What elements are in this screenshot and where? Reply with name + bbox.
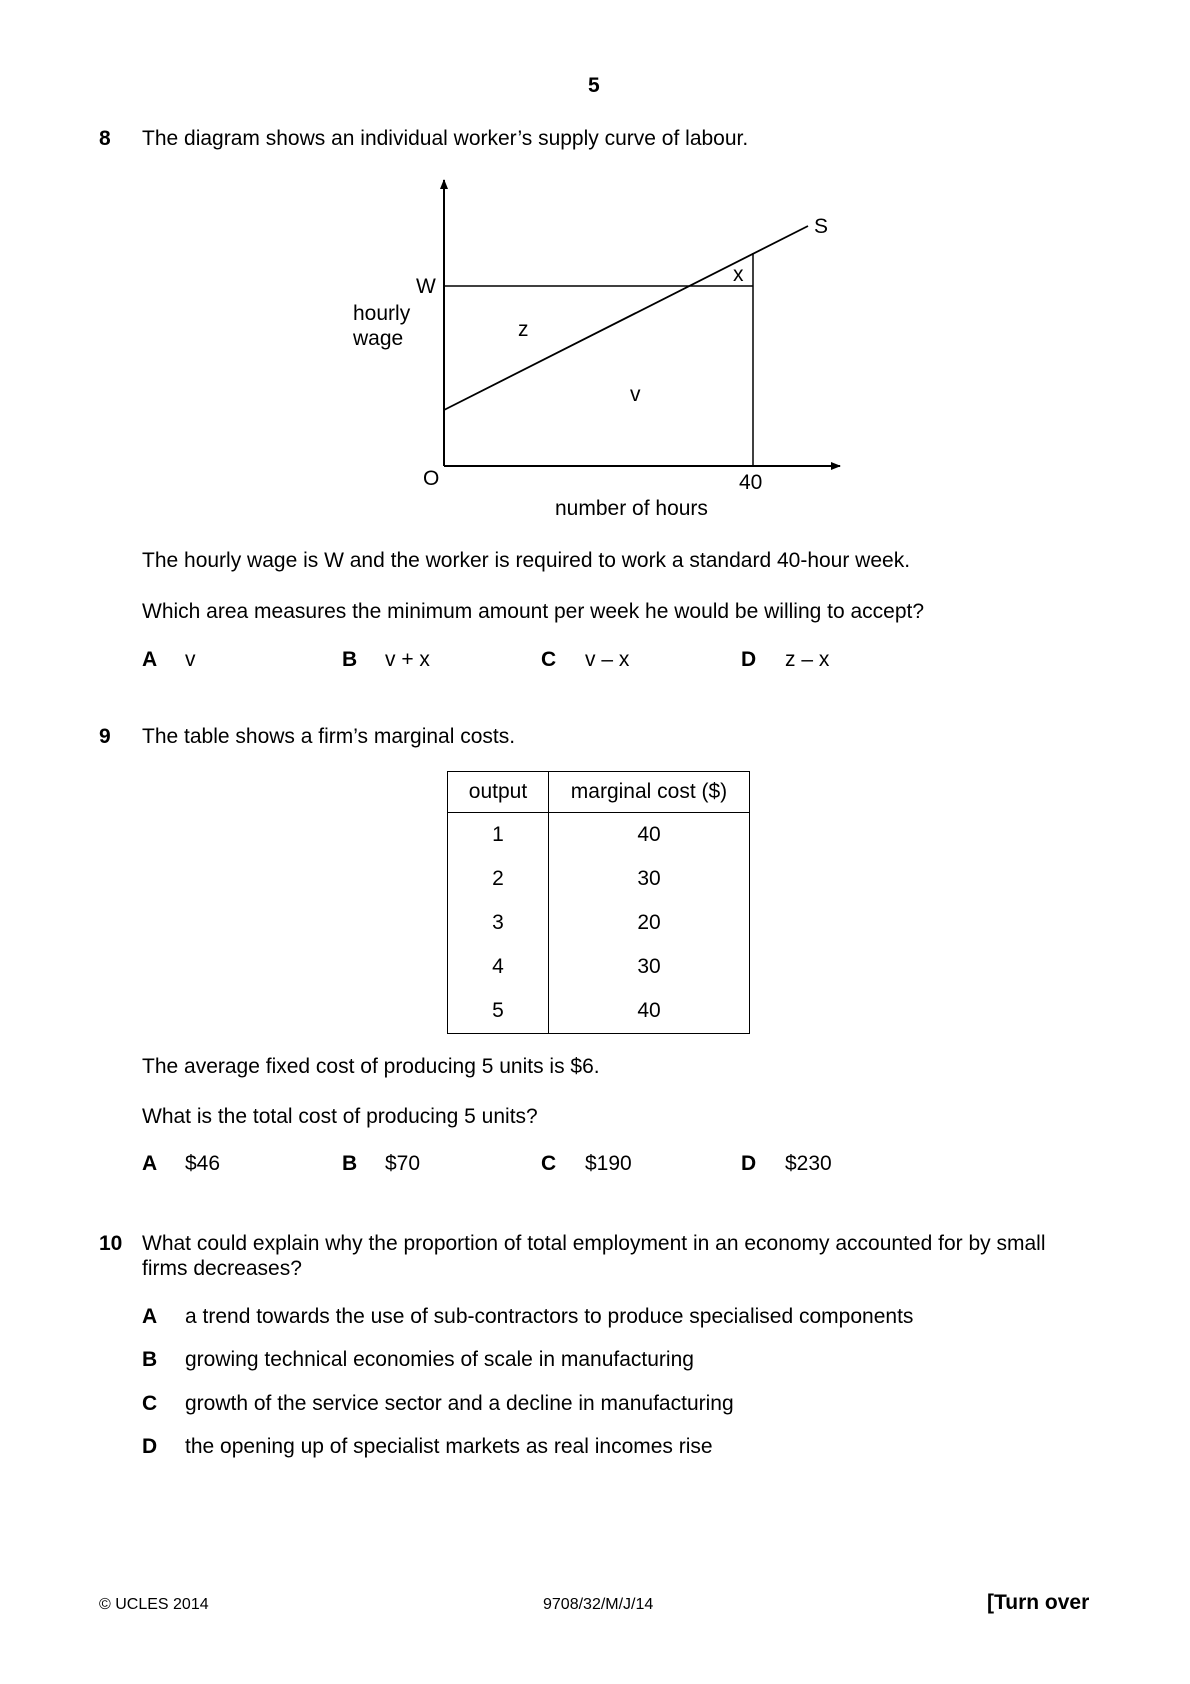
q9-option-a-text[interactable]: $46 [185,1152,221,1175]
table-header-output: output [448,772,549,813]
q9-option-b-letter[interactable]: B [342,1152,358,1175]
q10-option-d-text[interactable]: the opening up of specialist markets as real incomes rise [185,1435,713,1458]
table-row [448,945,750,989]
q8-option-b-text[interactable]: v + x [385,648,430,671]
q8-option-c-text[interactable]: v – x [585,648,630,671]
q10-option-b-letter[interactable]: B [142,1348,158,1371]
footer-copyright: © UCLES 2014 [99,1596,209,1613]
q8-option-d-letter[interactable]: D [741,648,757,671]
q10-option-a-text[interactable]: a trend towards the use of sub-contractors to produce specialised components [185,1305,914,1328]
table-header-marginal-cost: marginal cost ($) [549,772,750,813]
table-cell-cost: 30 [549,857,750,901]
y-axis-label-line2: wage [353,327,404,350]
q8-option-b-letter[interactable]: B [342,648,358,671]
q9-option-d-letter[interactable]: D [741,1152,757,1175]
area-z-label: z [518,318,529,341]
question-9-text-1: The average fixed cost of producing 5 units is $6. [142,1055,600,1078]
table-cell-output: 1 [448,813,549,858]
question-8-stem: The diagram shows an individual worker’s supply curve of labour. [142,127,749,150]
origin-label: O [423,467,440,490]
table-row [448,989,750,1034]
q8-option-c-letter[interactable]: C [541,648,557,671]
q10-option-c-text[interactable]: growth of the service sector and a decline in manufacturing [185,1392,734,1415]
question-8-text-2: Which area measures the minimum amount per week he would be willing to accept? [142,600,925,623]
question-number-8: 8 [99,127,111,150]
q8-option-d-text[interactable]: z – x [785,648,830,671]
table-row [448,857,750,901]
question-9-stem: The table shows a firm’s marginal costs. [142,725,516,748]
curve-label-s: S [814,215,829,238]
page-number: 5 [588,74,600,97]
table-row [448,813,750,858]
footer-turn-over: [Turn over [987,1591,1090,1614]
area-v-label: v [630,383,641,406]
q9-option-a-letter[interactable]: A [142,1152,158,1175]
question-9-text-2: What is the total cost of producing 5 units? [142,1105,538,1128]
question-number-9: 9 [99,725,111,748]
table-cell-cost: 30 [549,945,750,989]
table-cell-cost: 20 [549,901,750,945]
q10-option-b-text[interactable]: growing technical economies of scale in manufacturing [185,1348,694,1371]
q10-option-d-letter[interactable]: D [142,1435,158,1458]
labour-supply-diagram [340,170,860,530]
q8-option-a-letter[interactable]: A [142,648,158,671]
area-x-label: x [733,263,744,286]
y-axis-label-line1: hourly [353,302,411,325]
table-cell-output: 4 [448,945,549,989]
hours-40-label: 40 [739,471,763,494]
q8-option-a-text[interactable]: v [185,648,196,671]
table-row [448,901,750,945]
q9-option-b-text[interactable]: $70 [385,1152,421,1175]
question-10-stem-line2: firms decreases? [142,1257,302,1280]
table-cell-cost: 40 [549,989,750,1034]
footer-paper-code: 9708/32/M/J/14 [543,1596,654,1613]
q9-option-c-letter[interactable]: C [541,1152,557,1175]
table-cell-output: 2 [448,857,549,901]
q9-option-d-text[interactable]: $230 [785,1152,832,1175]
x-axis-label: number of hours [555,497,708,520]
marginal-cost-table [447,771,750,1034]
question-10-stem-line1: What could explain why the proportion of total employment in an economy accounted for by small [142,1232,1046,1255]
question-number-10: 10 [99,1232,123,1255]
q10-option-a-letter[interactable]: A [142,1305,158,1328]
q10-option-c-letter[interactable]: C [142,1392,158,1415]
table-cell-output: 3 [448,901,549,945]
q9-option-c-text[interactable]: $190 [585,1152,632,1175]
question-8-text-1: The hourly wage is W and the worker is required to work a standard 40-hour week. [142,549,911,572]
wage-label-w: W [416,275,436,298]
table-cell-cost: 40 [549,813,750,858]
table-cell-output: 5 [448,989,549,1034]
